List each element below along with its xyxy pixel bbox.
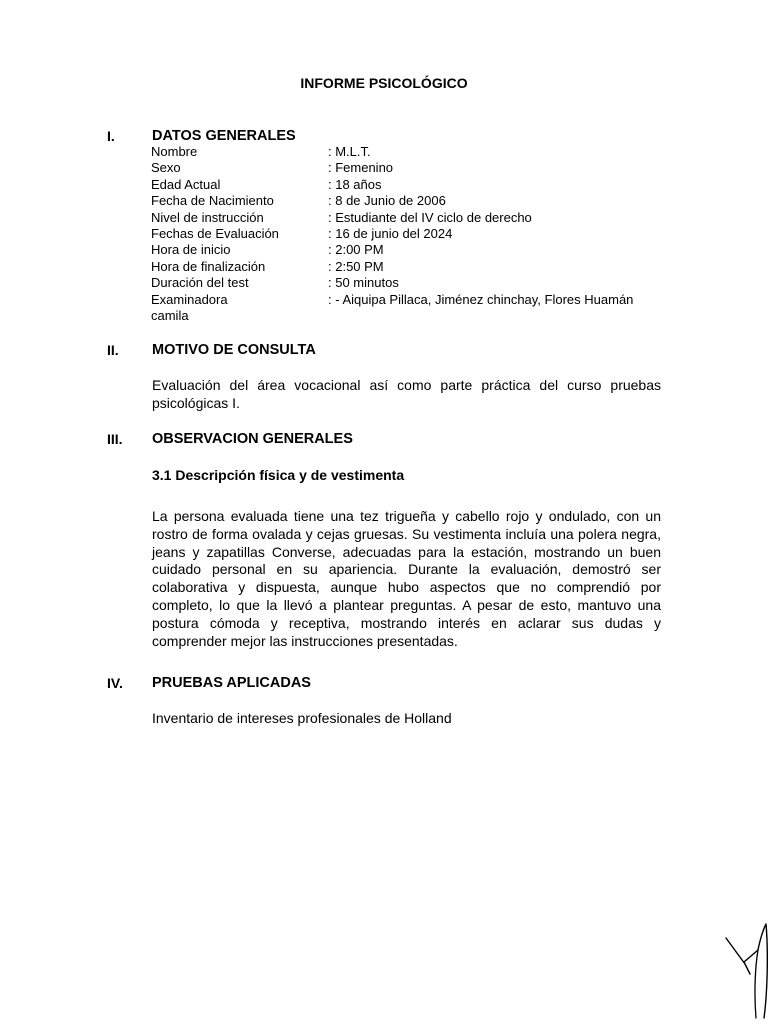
field-value: : 18 años xyxy=(328,176,382,192)
field-label: Examinadora xyxy=(151,291,228,307)
field-row-duracion xyxy=(151,275,671,291)
pruebas-paragraph: Inventario de intereses profesionales de Holland xyxy=(152,710,452,726)
general-data-list xyxy=(151,144,671,324)
field-row-nivel-instruccion xyxy=(151,210,671,226)
field-row-hora-finalizacion xyxy=(151,259,671,275)
field-label: Nombre xyxy=(151,144,198,159)
field-value: : 8 de Junio de 2006 xyxy=(328,193,446,209)
field-label: Fecha de Nacimiento xyxy=(151,193,274,209)
field-label: Edad Actual xyxy=(151,176,221,192)
signature-scribble-icon xyxy=(724,918,768,1024)
field-label: Nivel de instrucción xyxy=(151,209,264,225)
field-row-fechas-evaluacion xyxy=(151,226,671,242)
consulta-paragraph: Evaluación del área vocacional así como parte práctica del curso pruebas psicológicas I. xyxy=(152,377,661,411)
section-number-general: I. xyxy=(107,128,115,144)
field-value: : - Aiquipa Pillaca, Jiménez chinchay, Flores Huamán xyxy=(328,291,634,307)
field-value: : 2:00 PM xyxy=(328,242,384,258)
field-label: Fechas de Evaluación xyxy=(151,225,279,241)
field-value: : 16 de junio del 2024 xyxy=(328,225,453,241)
section-title-general: DATOS GENERALES xyxy=(152,128,296,144)
field-row-edad xyxy=(151,177,671,193)
section-title-observacion: OBSERVACION GENERALES xyxy=(152,431,353,447)
field-value: : 2:50 PM xyxy=(328,258,384,274)
field-row-fecha-nacimiento xyxy=(151,193,671,209)
field-value: : Femenino xyxy=(328,160,394,176)
field-label: Duración del test xyxy=(151,275,249,291)
section-title-consulta: MOTIVO DE CONSULTA xyxy=(152,342,316,358)
document-title: INFORME PSICOLÓGICO xyxy=(300,75,468,91)
field-row-nombre xyxy=(151,144,671,160)
field-row-sexo xyxy=(151,160,671,176)
field-label: Hora de inicio xyxy=(151,242,231,258)
section-title-pruebas: PRUEBAS APLICADAS xyxy=(152,675,311,691)
field-label: Sexo xyxy=(151,160,181,176)
section-number-observacion: III. xyxy=(107,431,123,447)
field-label: Hora de finalización xyxy=(151,258,266,274)
field-row-hora-inicio xyxy=(151,242,671,258)
field-value: : Estudiante del IV ciclo de derecho xyxy=(328,209,532,225)
field-row-examinadora xyxy=(151,292,671,308)
field-value: : M.L.T. xyxy=(328,144,371,159)
examiner-continuation: camila xyxy=(151,307,189,323)
field-value: : 50 minutos xyxy=(328,275,399,291)
section-number-consulta: II. xyxy=(107,342,119,358)
subsection-title-descripcion: 3.1 Descripción física y de vestimenta xyxy=(152,467,405,483)
observacion-paragraph: La persona evaluada tiene una tez trigueña y cabello rojo y ondulado, con un rostro de forma ovalada y cejas gruesas. Su vestimenta incluía una polera negra, jeans y zapatillas Converse, adecuadas para la estación, mostrando un buen cuidado personal en su apariencia. Durante la evaluación, demostró ser colaborativa y dispuesta, aunque hubo aspectos que no comprendió por completo, lo que la llevó a plantear preguntas. A pesar de esto, mantuvo una postura cómoda y receptiva, mostrando interés en aclarar sus dudas y comprender mejor las instrucciones presentadas. xyxy=(152,508,661,649)
section-number-pruebas: IV. xyxy=(107,675,123,691)
